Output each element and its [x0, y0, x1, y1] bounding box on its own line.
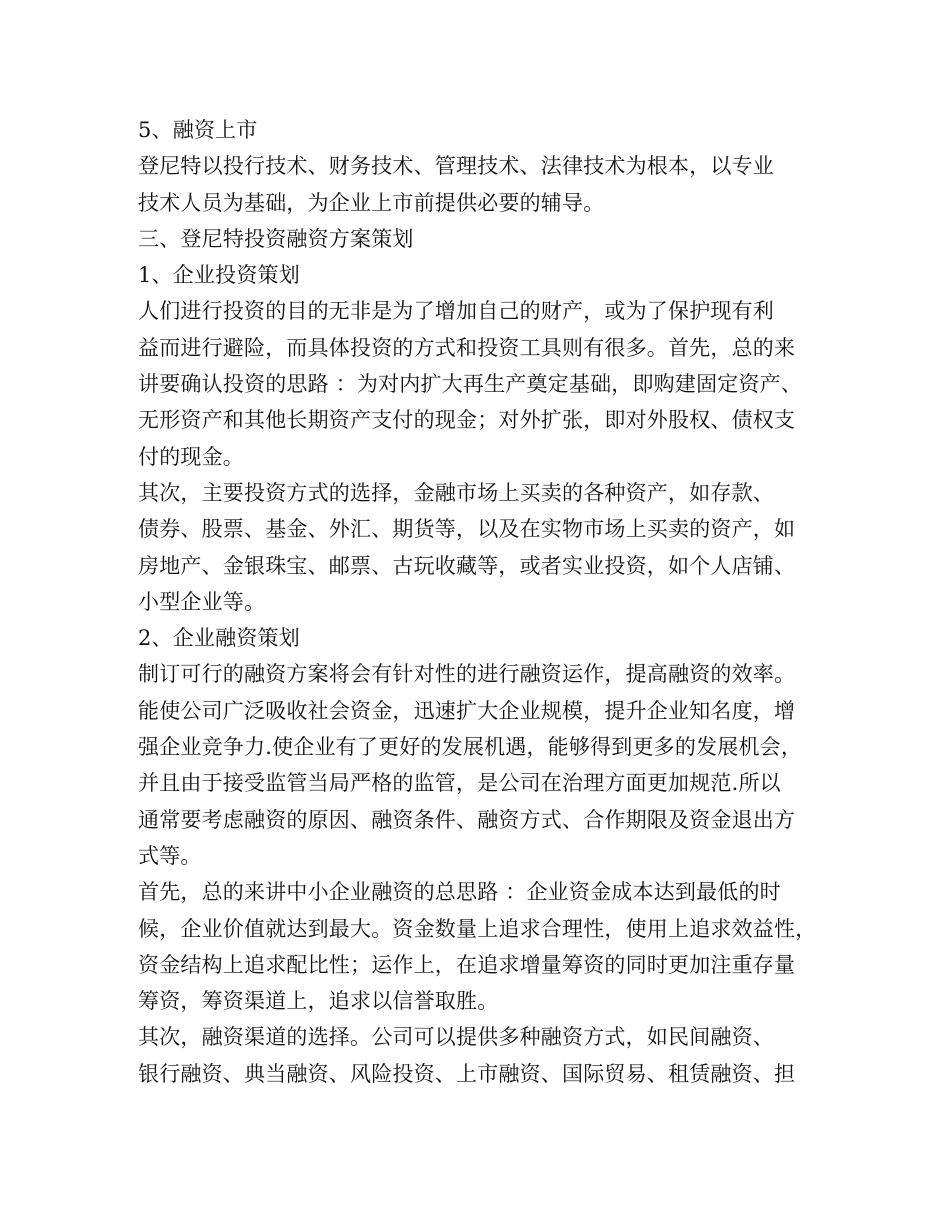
text-line: 房地产、金银珠宝、邮票、古玩收藏等，或者实业投资，如个人店铺、	[138, 553, 796, 578]
text-line: 资金结构上追求配比性；运作上，在追求增量筹资的同时更加注重存量	[138, 952, 796, 977]
text-line: 登尼特以投行技术、财务技术、管理技术、法律技术为根本，以专业	[138, 154, 774, 179]
text-line: 通常要考虑融资的原因、融资条件、融资方式、合作期限及资金退出方	[138, 807, 796, 832]
text-line: 无形资产和其他长期资产支付的现金；对外扩张，即对外股权、债权支	[138, 408, 796, 433]
text-line: 制订可行的融资方案将会有针对性的进行融资运作，提高融资的效率。	[138, 662, 796, 687]
text-line: 并且由于接受监管当局严格的监管，是公司在治理方面更加规范.所以	[138, 771, 781, 796]
text-line: 小型企业等。	[138, 589, 266, 614]
subsection-heading: 1、企业投资策划	[138, 263, 300, 288]
text-line: 候，企业价值就达到最大。资金数量上追求合理性，使用上追求效益性，	[138, 916, 817, 941]
text-line: 5、融资上市	[138, 118, 258, 142]
text-line: 人们进行投资的目的无非是为了增加自己的财产，或为了保护现有利	[138, 299, 774, 324]
text-line: 付的现金。	[138, 444, 244, 469]
text-line: 其次，融资渠道的选择。公司可以提供多种融资方式，如民间融资、	[138, 1025, 774, 1050]
section-heading: 三、登尼特投资融资方案策划	[138, 226, 414, 251]
text-line: 银行融资、典当融资、风险投资、上市融资、国际贸易、租赁融资、担	[138, 1061, 796, 1086]
text-line: 益而进行避险，而具体投资的方式和投资工具则有很多。首先，总的来	[138, 335, 796, 360]
text-line: 式等。	[138, 843, 202, 868]
text-line: 筹资，筹资渠道上，追求以信誉取胜。	[138, 989, 499, 1014]
text-line: 债券、股票、基金、外汇、期货等，以及在实物市场上买卖的资产，如	[138, 517, 796, 542]
text-line: 首先，总的来讲中小企业融资的总思路 ：企业资金成本达到最低的时	[138, 880, 781, 905]
text-line: 强企业竞争力.使企业有了更好的发展机遇，能够得到更多的发展机会，	[138, 735, 803, 760]
document-body	[138, 112, 822, 1092]
text-line: 讲要确认投资的思路 ：为对内扩大再生产奠定基础，即购建固定资产、	[138, 372, 803, 397]
text-line: 其次，主要投资方式的选择，金融市场上买卖的各种资产，如存款、	[138, 480, 774, 505]
text-line: 能使公司广泛吸收社会资金，迅速扩大企业规模，提升企业知名度，增	[138, 698, 796, 723]
text-line: 技术人员为基础，为企业上市前提供必要的辅导。	[138, 190, 605, 215]
subsection-heading: 2、企业融资策划	[138, 626, 300, 651]
